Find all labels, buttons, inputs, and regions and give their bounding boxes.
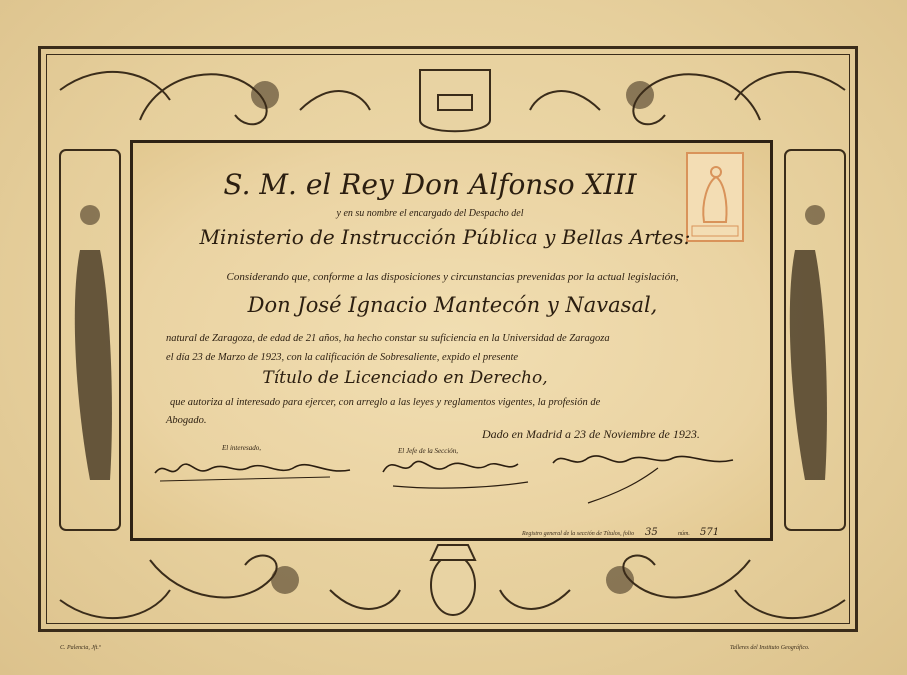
body-line-4: Abogado. xyxy=(166,415,207,426)
signature-minister xyxy=(548,448,748,508)
body-line-1: natural de Zaragoza, de edad de 21 años, ha hecho constar su suficiencia en la Universidad de Zaragoza xyxy=(166,333,610,344)
recipient-name: Don José Ignacio Mantecón y Navasal, xyxy=(247,293,658,317)
registry-number: 571 xyxy=(700,527,720,538)
label-interesado: El interesado, xyxy=(222,444,262,452)
footer-engraver: C. Palencia, Jft.º xyxy=(60,645,101,651)
considering-line: Considerando que, conforme a las disposiciones y circunstancias prevenidas por la actual legislación, xyxy=(226,271,679,283)
registry-num-label: núm. xyxy=(678,531,690,537)
degree-title: Título de Licenciado en Derecho, xyxy=(262,368,548,388)
signature-interesado xyxy=(150,455,360,485)
subheading: y en su nombre el encargado del Despacho del xyxy=(336,208,524,219)
ministry-title: Ministerio de Instrucción Pública y Bellas Artes: xyxy=(199,225,691,249)
registry-folio: 35 xyxy=(645,527,658,538)
body-line-3: que autoriza al interesado para ejercer, con arreglo a las leyes y reglamentos vigentes, la profesión de xyxy=(170,397,601,408)
label-jefe: El Jefe de la Sección, xyxy=(398,447,459,455)
signature-jefe xyxy=(378,452,538,492)
date-line: Dado en Madrid a 23 de Noviembre de 1923. xyxy=(482,427,700,441)
heading: S. M. el Rey Don Alfonso XIII xyxy=(223,168,637,201)
footer-printer: Talleres del Instituto Geográfico. xyxy=(730,645,810,651)
body-line-2: el día 23 de Marzo de 1923, con la calificación de Sobresaliente, expido el presente xyxy=(166,352,519,363)
registry-label: Registro general de la sección de Títulos, folio xyxy=(522,531,635,537)
